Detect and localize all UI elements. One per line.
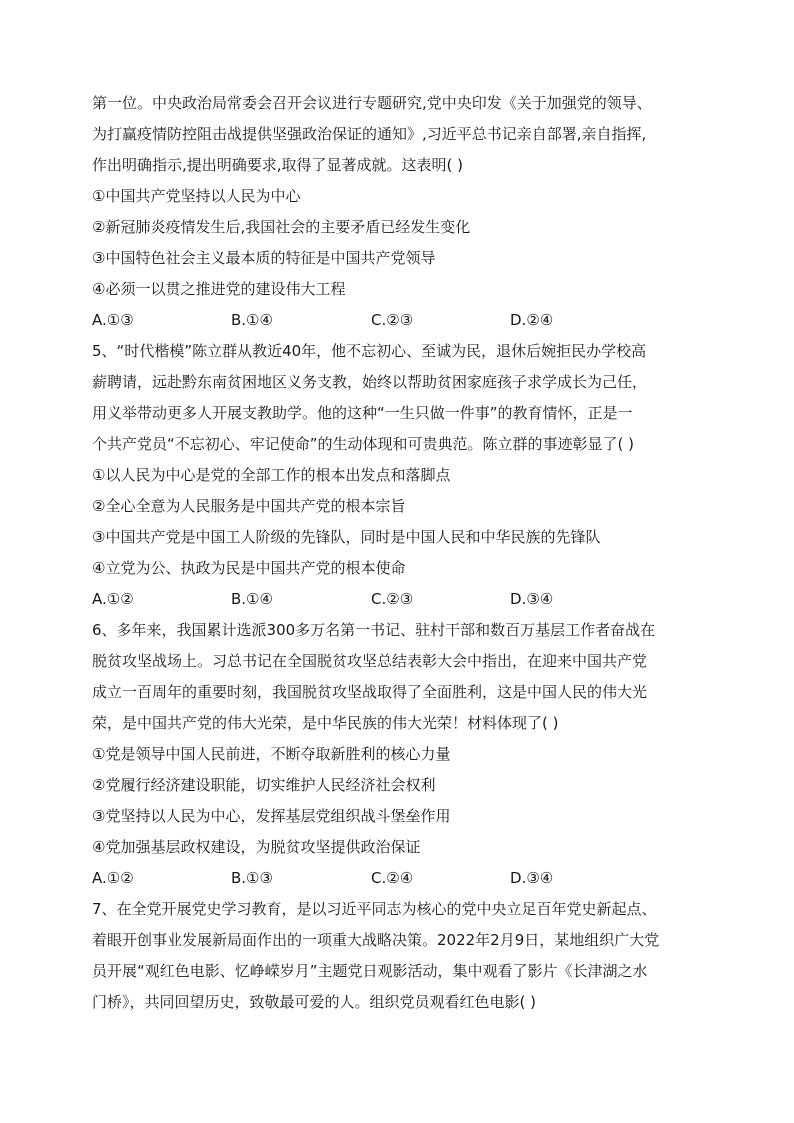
question-text-line: 门桥》，共同回望历史，致敬最可爱的人。组织党员观看红色电影( ) bbox=[92, 993, 536, 1011]
question-6 bbox=[92, 615, 704, 894]
option-b: B.①④ bbox=[231, 590, 273, 608]
statement-item: ①中国共产党坚持以人民为中心 bbox=[92, 187, 301, 205]
statement-item: ④党加强基层政权建设，为脱贫攻坚提供政治保证 bbox=[92, 838, 421, 856]
statement-item: ①党是领导中国人民前进，不断夺取新胜利的核心力量 bbox=[92, 745, 451, 763]
option-a: A.①③ bbox=[92, 311, 134, 329]
question-text-line: 5、“时代楷模”陈立群从教近40年，他不忘初心、至诚为民，退休后婉拒民办学校高 bbox=[92, 342, 647, 360]
question-text-line: 6、多年来，我国累计选派300多万名第一书记、驻村干部和数百万基层工作者奋战在 bbox=[92, 621, 656, 639]
question-text-line: 为打赢疫情防控阻击战提供坚强政治保证的通知》,习近平总书记亲自部署,亲自指挥, bbox=[92, 125, 647, 143]
statement-item: ③中国特色社会主义最本质的特征是中国共产党领导 bbox=[92, 249, 436, 267]
option-a: A.①② bbox=[92, 869, 134, 887]
answer-options bbox=[92, 305, 704, 336]
question-text-line: 薪聘请，远赴黔东南贫困地区义务支教，始终以帮助贫困家庭孩子求学成长为己任， bbox=[92, 373, 648, 391]
exam-page bbox=[92, 88, 704, 1018]
question-text-line: 用义举带动更多人开展支教助学。他的这种“一生只做一件事”的教育情怀，正是一 bbox=[92, 404, 633, 422]
question-text-line: 作出明确指示,提出明确要求,取得了显著成就。这表明( ) bbox=[92, 156, 464, 174]
statement-item: ④立党为公、执政为民是中国共产党的根本使命 bbox=[92, 559, 406, 577]
option-c: C.②③ bbox=[371, 311, 414, 329]
statement-item: ②全心全意为人民服务是中国共产党的根本宗旨 bbox=[92, 497, 406, 515]
answer-options bbox=[92, 584, 704, 615]
question-text-line: 7、在全党开展党史学习教育，是以习近平同志为核心的党中央立足百年党史新起点、 bbox=[92, 900, 657, 918]
question-text-line: 个共产党员“不忘初心、牢记使命”的生动体现和可贵典范。陈立群的事迹彰显了( ) bbox=[92, 435, 635, 453]
question-4 bbox=[92, 88, 704, 336]
question-text-line: 成立一百周年的重要时刻，我国脱贫攻坚战取得了全面胜利，这是中国人民的伟大光 bbox=[92, 683, 648, 701]
question-text-line: 荣，是中国共产党的伟大光荣，是中华民族的伟大光荣！材料体现了( ) bbox=[92, 714, 559, 732]
option-d: D.③④ bbox=[510, 590, 554, 608]
option-b: B.①③ bbox=[231, 869, 273, 887]
answer-options bbox=[92, 863, 704, 894]
question-text-line: 着眼开创事业发展新局面作出的一项重大战略决策。2022年2月9日，某地组织广大党 bbox=[92, 931, 660, 949]
statement-item: ①以人民为中心是党的全部工作的根本出发点和落脚点 bbox=[92, 466, 451, 484]
option-d: D.③④ bbox=[510, 869, 554, 887]
statement-item: ②党履行经济建设职能，切实维护人民经济社会权利 bbox=[92, 776, 436, 794]
question-5 bbox=[92, 336, 704, 615]
question-text-line: 脱贫攻坚战场上。习总书记在全国脱贫攻坚总结表彰大会中指出，在迎来中国共产党 bbox=[92, 652, 648, 670]
statement-item: ③党坚持以人民为中心，发挥基层党组织战斗堡垒作用 bbox=[92, 807, 451, 825]
statement-item: ②新冠肺炎疫情发生后,我国社会的主要矛盾已经发生变化 bbox=[92, 218, 471, 236]
option-b: B.①④ bbox=[231, 311, 273, 329]
statement-item: ④必须一以贯之推进党的建设伟大工程 bbox=[92, 280, 346, 298]
option-c: C.②③ bbox=[371, 590, 414, 608]
option-a: A.①② bbox=[92, 590, 134, 608]
option-c: C.②④ bbox=[371, 869, 414, 887]
option-d: D.②④ bbox=[510, 311, 554, 329]
question-text-line: 第一位。中央政治局常委会召开会议进行专题研究,党中央印发《关于加强党的领导、 bbox=[92, 94, 652, 112]
question-text-line: 员开展“观红色电影、忆峥嵘岁月”主题党日观影活动，集中观看了影片《长津湖之水 bbox=[92, 962, 648, 980]
question-7 bbox=[92, 894, 704, 1018]
statement-item: ③中国共产党是中国工人阶级的先锋队，同时是中国人民和中华民族的先锋队 bbox=[92, 528, 601, 546]
